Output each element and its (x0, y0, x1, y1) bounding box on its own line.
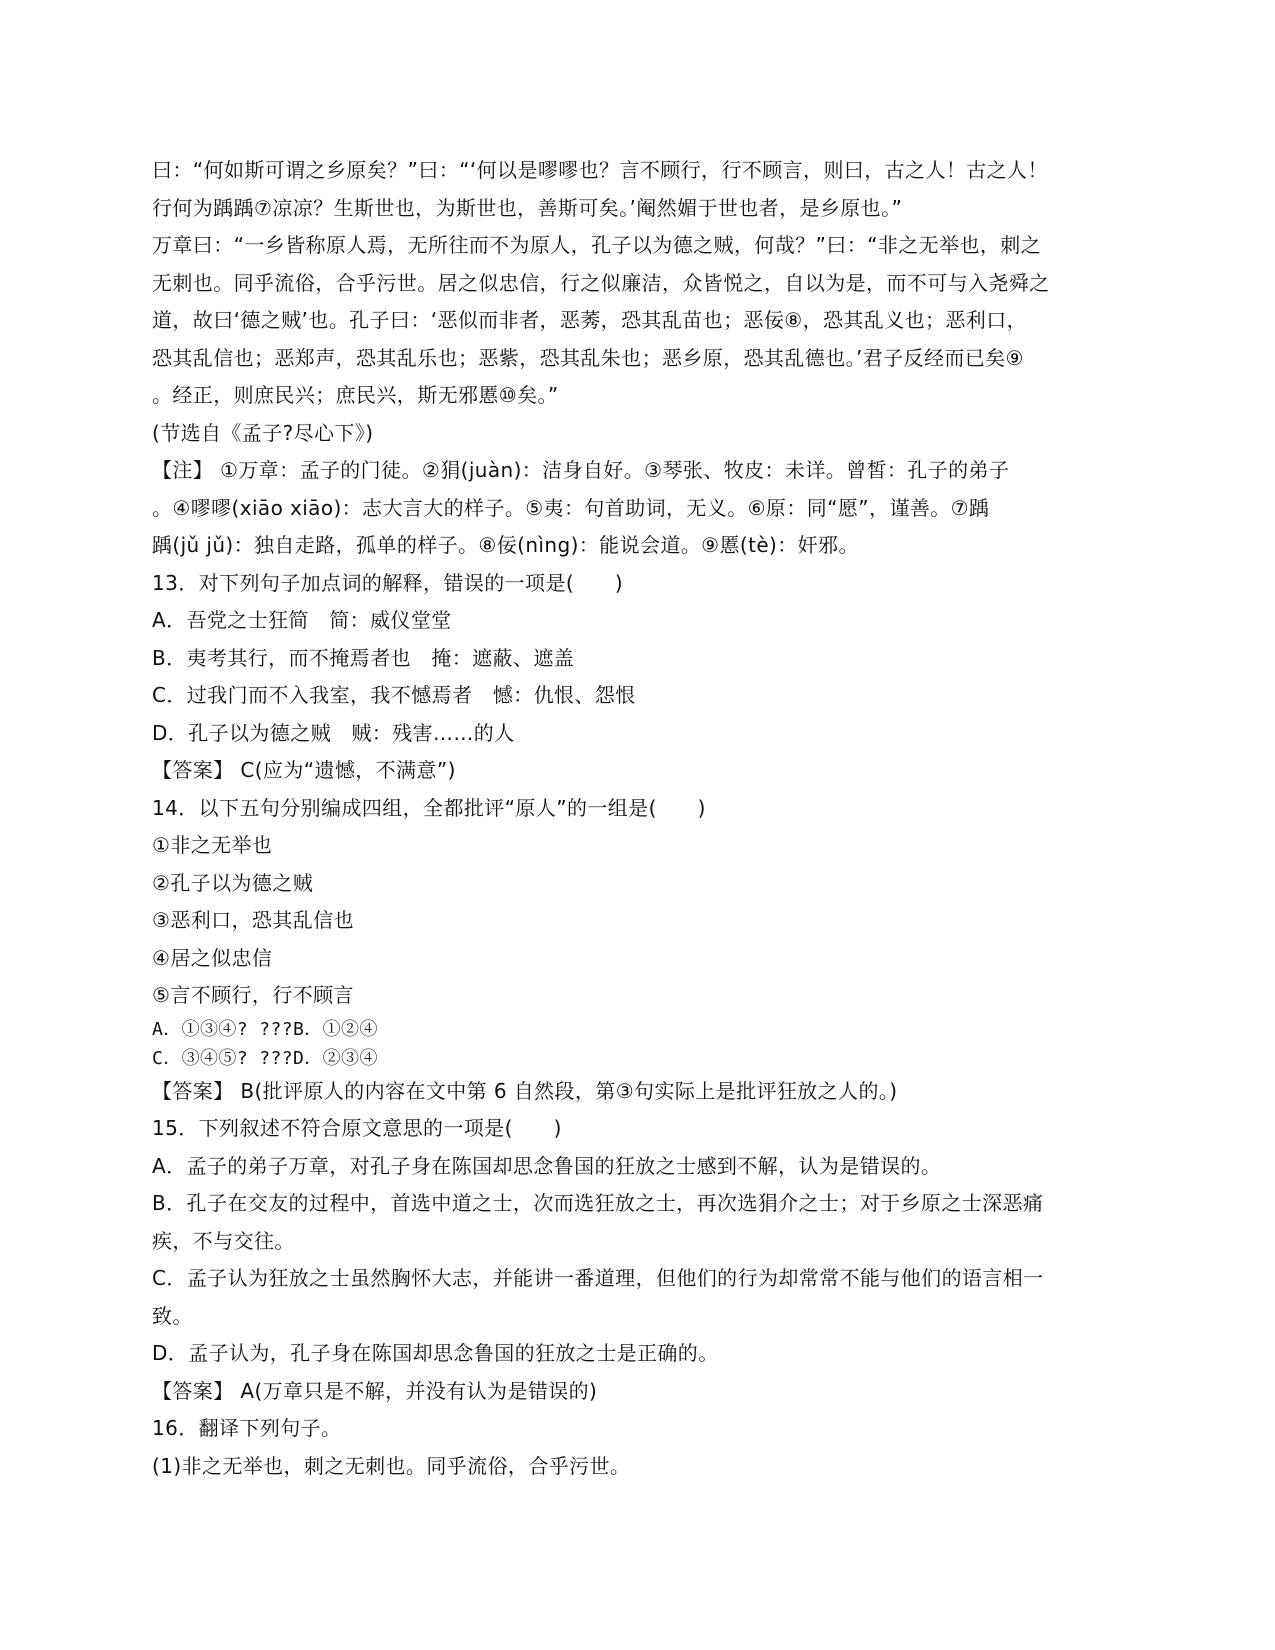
sentence-item: ②孔子以为德之贼 (152, 870, 314, 895)
option-c: C．孟子认为狂放之士虽然胸怀大志，并能讲一番道理，但他们的行为却常常不能与他们的语言相一 (152, 1266, 1044, 1290)
passage-line: 恐其乱信也；恶郑声，恐其乱乐也；恶紫，恐其乱朱也；恶乡原，恐其乱德也。’君子反经而已矣⑨ (152, 345, 1024, 370)
sentence-item: ④居之似忠信 (152, 945, 273, 970)
question-16 (152, 1410, 1127, 1485)
question-14 (152, 790, 1127, 1111)
sentence-item: ①非之无举也 (152, 833, 273, 857)
translation-item: (1)非之无举也，刺之无刺也。同乎流俗，合乎污世。 (152, 1453, 631, 1478)
question-stem: 13．对下列句子加点词的解释，错误的一项是( ) (152, 570, 624, 595)
passage-line: 。经正，则庶民兴；庶民兴，斯无邪慝⑩矣。” (152, 383, 559, 407)
option-a: A．吾党之士狂简 简：威仪堂堂 (152, 608, 452, 632)
sentence-item: ③恶利口，恐其乱信也 (152, 908, 354, 932)
note-line: 【注】 ①万章：孟子的门徒。②狷(juàn)：洁身自好。③琴张、牧皮：未详。曾皙：孔子的弟子 (152, 458, 1010, 482)
answer: 【答案】 B(批评原人的内容在文中第 6 自然段，第③句实际上是批评狂放之人的。) (152, 1078, 898, 1103)
option-b-cont: 疾，不与交往。 (152, 1228, 295, 1253)
question-stem: 14．以下五句分别编成四组，全都批评“原人”的一组是( ) (152, 795, 706, 820)
option-b: B．夷考其行，而不掩焉者也 掩：遮蔽、遮盖 (152, 645, 575, 670)
note-line: 。④嘐嘐(xiāo xiāo)：志大言大的样子。⑤夷：句首助词，无义。⑥原：同“愿”，谨善。⑦踽 (152, 495, 990, 520)
sentence-item: ⑤言不顾行，行不顾言 (152, 983, 354, 1007)
option-d: D．孟子认为，孔子身在陈国却思念鲁国的狂放之士是正确的。 (152, 1341, 719, 1365)
answer: 【答案】 A(万章只是不解，并没有认为是错误的) (152, 1378, 598, 1403)
options-cd: C．③④⑤? ???D．②③④ (152, 1047, 378, 1069)
option-a: A．孟子的弟子万章，对孔子身在陈国却思念鲁国的狂放之士感到不解，认为是错误的。 (152, 1153, 942, 1178)
passage (152, 152, 1127, 452)
option-d: D．孔子以为德之贼 贼：残害……的人 (152, 720, 515, 745)
passage-line: 行何为踽踽⑦凉凉？生斯世也，为斯世也，善斯可矣。’阉然媚于世也者，是乡原也。” (152, 195, 903, 220)
options-ab: A．①③④? ???B．①②④ (152, 1018, 378, 1040)
note-line: 踽(jǔ jǔ)：独自走路，孤单的样子。⑧佞(nìng)：能说会道。⑨慝(tè)：奸邪。 (152, 533, 859, 557)
question-stem: 15．下列叙述不符合原文意思的一项是( ) (152, 1116, 562, 1140)
passage-line: 道，故曰‘德之贼’也。孔子曰：‘恶似而非者，恶莠，恐其乱苗也；恶佞⑧，恐其乱义也；恶利口， (152, 308, 1028, 332)
passage-line: 万章曰：“一乡皆称原人焉，无所往而不为原人，孔子以为德之贼，何哉？”曰：“非之无举也，刺之 (152, 233, 1042, 257)
passage-line: 无刺也。同乎流俗，合乎污世。居之似忠信，行之似廉洁，众皆悦之，自以为是，而不可与入尧舜之 (152, 270, 1050, 295)
question-15 (152, 1110, 1127, 1410)
passage-line: 曰：“何如斯可谓之乡原矣？”曰：“‘何以是嘐嘐也？言不顾行，行不顾言，则曰，古之人！古之人！ (152, 158, 1048, 182)
option-c: C．过我门而不入我室，我不憾焉者 憾：仇恨、怨恨 (152, 683, 636, 707)
passage-source: (节选自《孟子?尽心下》) (152, 420, 374, 445)
notes (152, 452, 1127, 565)
document-page (152, 152, 1127, 1485)
answer: 【答案】 C(应为“遗憾，不满意”) (152, 758, 456, 782)
option-c-cont: 致。 (152, 1303, 193, 1328)
question-13 (152, 565, 1127, 790)
option-b: B．孔子在交友的过程中，首选中道之士，次而选狂放之士，再次选狷介之士；对于乡原之士深恶痛 (152, 1191, 1044, 1215)
question-stem: 16．翻译下列句子。 (152, 1416, 342, 1440)
